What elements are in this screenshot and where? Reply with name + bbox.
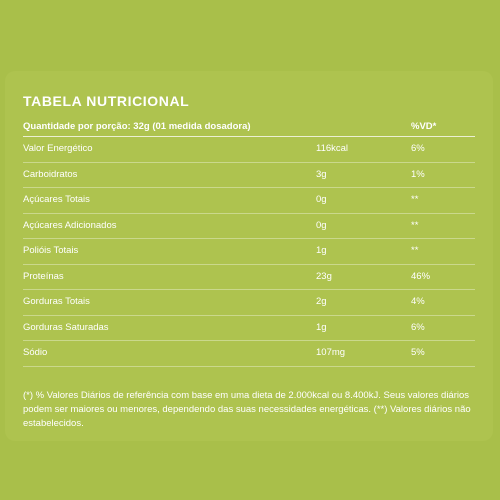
nutrient-name: Valor Energético [23, 143, 93, 154]
table-row [23, 316, 475, 342]
nutrient-daily-value: ** [411, 194, 419, 205]
nutrient-amount: 23g [316, 270, 332, 282]
nutrient-amount: 1g [316, 245, 327, 256]
nutrient-amount: 1g [316, 321, 327, 333]
nutrient-name: Carboidratos [23, 168, 78, 180]
table-title: TABELA NUTRICIONAL [23, 93, 190, 109]
nutrient-name: Polióis Totais [23, 245, 79, 256]
table-row [23, 163, 475, 189]
nutrient-daily-value: 4% [411, 296, 425, 307]
nutrient-amount: 2g [316, 296, 327, 307]
nutrient-amount: 0g [316, 219, 327, 231]
nutrient-amount: 0g [316, 194, 327, 205]
nutrient-amount: 116kcal [316, 143, 349, 154]
nutrient-daily-value: 6% [411, 321, 425, 333]
nutrient-name: Açúcares Totais [23, 194, 90, 205]
table-row [23, 341, 475, 367]
nutrient-name: Gorduras Saturadas [23, 321, 109, 333]
table-row [23, 239, 475, 265]
nutrient-name: Proteínas [23, 270, 64, 282]
portion-label: Quantidade por porção: 32g (01 medida dosadora) [23, 121, 251, 132]
nutrient-name: Açúcares Adicionados [23, 219, 117, 231]
table-row [23, 214, 475, 240]
nutrient-daily-value: 5% [411, 347, 425, 358]
table-row [23, 265, 475, 291]
nutrient-daily-value: ** [411, 245, 419, 256]
vd-header: %VD* [411, 121, 437, 132]
table-row [23, 137, 475, 163]
nutrient-daily-value: 1% [411, 168, 425, 180]
nutrient-name: Gorduras Totais [23, 296, 90, 307]
nutrient-name: Sódio [23, 347, 48, 358]
nutrient-amount: 3g [316, 168, 327, 180]
nutrient-daily-value: 6% [411, 143, 425, 154]
table-header-row [23, 121, 478, 137]
footnote: (*) % Valores Diários de referência com base em uma dieta de 2.000kcal ou 8.400kJ. Seus valores diários podem ser maiores ou menores, dependendo das suas necessidades energéticas. (**) Valores diários não estabelecidos. [23, 390, 471, 429]
nutrition-table-body [23, 137, 475, 367]
nutrient-daily-value: 46% [411, 270, 431, 282]
nutrient-daily-value: ** [411, 219, 419, 231]
table-row [23, 290, 475, 316]
table-row [23, 188, 475, 214]
nutrient-amount: 107mg [316, 347, 346, 358]
